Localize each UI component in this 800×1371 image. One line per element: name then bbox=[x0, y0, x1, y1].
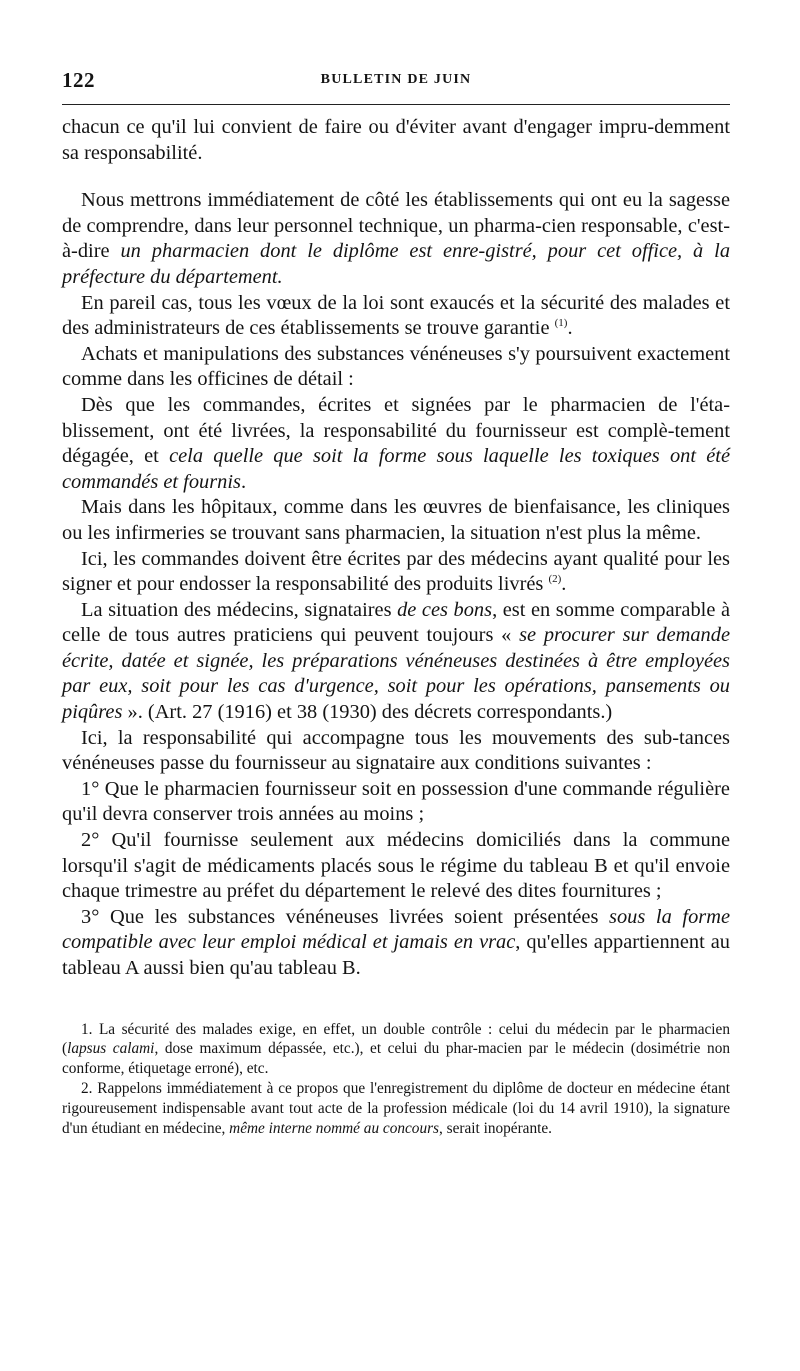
paragraph bbox=[62, 726, 730, 777]
paragraph bbox=[62, 905, 730, 982]
text-run: , qu'elles appartiennent au tableau A aussi bien qu'au tableau B. bbox=[62, 931, 730, 979]
text-run: Dès que les commandes, écrites et signées par le pharmacien de l'éta-blissement, ont été livrées, la responsabilité du fournisseur est complè-tement dégagée, et bbox=[62, 393, 730, 468]
page-number: 122 bbox=[62, 68, 95, 92]
text-run: , dose maximum dépassée, etc.), et celui du phar-macien par le médecin (dosimétrie non conforme, étiquetage erroné), etc. bbox=[62, 1040, 730, 1078]
text-run: , est en somme comparable à celle de tous autres praticiens qui peuvent toujours « bbox=[62, 598, 731, 647]
text-run: 3° Que les substances vénéneuses livrées soient présentées bbox=[81, 905, 610, 928]
footnote-reference: (2) bbox=[548, 573, 562, 586]
paragraph bbox=[62, 495, 730, 546]
body-text bbox=[62, 115, 730, 982]
text-run: Mais dans les hôpitaux, comme dans les œuvres de bienfaisance, les cliniques ou les infirmeries se trouvant sans pharmacien, la situation n'est plus la même. bbox=[62, 496, 730, 544]
text-run: En pareil cas, tous les vœux de la loi sont exaucés et la sécurité des malades et des administrateurs de ces établissements se trouve garantie bbox=[62, 291, 730, 340]
running-title: BULLETIN DE JUIN bbox=[320, 72, 472, 87]
text-run: . bbox=[561, 573, 567, 596]
paragraph bbox=[62, 342, 730, 393]
paragraph bbox=[62, 188, 730, 290]
italic-text: même interne nommé au concours bbox=[229, 1119, 439, 1137]
text-run: Nous mettrons immédiatement de côté les établissements qui ont eu la sagesse de comprendre, dans leur personnel technique, un pharma-cien responsable, c'est-à-dire bbox=[62, 189, 730, 263]
paragraph bbox=[62, 393, 730, 495]
text-run: Ici, les commandes doivent être écrites par des médecins ayant qualité pour les signer et pour endosser la responsabilité des produits livrés bbox=[62, 547, 730, 596]
text-run: 2. Rappelons immédiatement à ce propos que l'enregistrement du diplôme de docteur en médecine étant rigoureusement indispensable avant tout acte de la profession médicale (loi du 14 avril 1910), la signature d'un étudiant en médecine, bbox=[62, 1079, 730, 1137]
italic-text: un pharmacien dont le diplôme est enre-gistré, pour cet office, à la préfecture du département. bbox=[62, 240, 731, 288]
paragraph bbox=[62, 547, 730, 598]
text-run: Achats et manipulations des substances vénéneuses s'y poursuivent exactement comme dans les officines de détail : bbox=[62, 342, 730, 391]
footnotes bbox=[62, 1020, 730, 1139]
text-run: 2° Qu'il fournisse seulement aux médecins domiciliés dans la commune lorsqu'il s'agit de médicaments placés sous le régime du tableau B et qu'il envoie chaque trimestre au préfet du département le relevé des dites fournitures ; bbox=[62, 829, 730, 903]
footnote-reference: (1) bbox=[554, 317, 568, 330]
paragraph bbox=[62, 828, 730, 905]
footnote bbox=[62, 1079, 730, 1138]
footnote bbox=[62, 1020, 730, 1079]
text-run: , serait inopérante. bbox=[439, 1119, 552, 1137]
text-run: . bbox=[240, 470, 247, 493]
paragraph bbox=[62, 115, 730, 166]
text-run: . bbox=[567, 317, 573, 340]
running-head bbox=[62, 62, 730, 98]
italic-text: se procurer sur demande écrite, datée et signée, les préparations vénéneuses destinées à être employées par eux, soit pour les cas d'urgence, soit pour les opérations, pansements ou piqûres bbox=[62, 624, 730, 724]
document-page bbox=[62, 62, 730, 1138]
text-run: 1. La sécurité des malades exige, en effet, un double contrôle : celui du médecin par le pharmacien ( bbox=[62, 1020, 730, 1058]
paragraph bbox=[62, 777, 730, 828]
italic-text: lapsus calami bbox=[67, 1040, 155, 1058]
italic-text: cela quelle que soit la forme sous laquelle les toxiques ont été commandés et fournis bbox=[62, 445, 731, 493]
italic-text: de ces bons bbox=[397, 598, 493, 621]
text-run: La situation des médecins, signataires bbox=[81, 598, 398, 621]
text-run: chacun ce qu'il lui convient de faire ou d'éviter avant d'engager impru-demment sa responsabilité. bbox=[62, 116, 730, 164]
paragraph bbox=[62, 291, 730, 342]
text-run: 1° Que le pharmacien fournisseur soit en possession d'une commande régulière qu'il devra conserver trois années au moins ; bbox=[62, 777, 730, 826]
text-run: ». (Art. 27 (1916) et 38 (1930) des décrets correspondants.) bbox=[122, 701, 613, 724]
italic-text: sous la forme compatible avec leur emploi médical et jamais en vrac bbox=[62, 905, 730, 954]
text-run: Ici, la responsabilité qui accompagne tous les mouvements des sub-tances vénéneuses passe du fournisseur au signataire aux conditions suivantes : bbox=[62, 726, 730, 775]
header-rule bbox=[62, 104, 730, 105]
paragraph bbox=[62, 598, 730, 726]
